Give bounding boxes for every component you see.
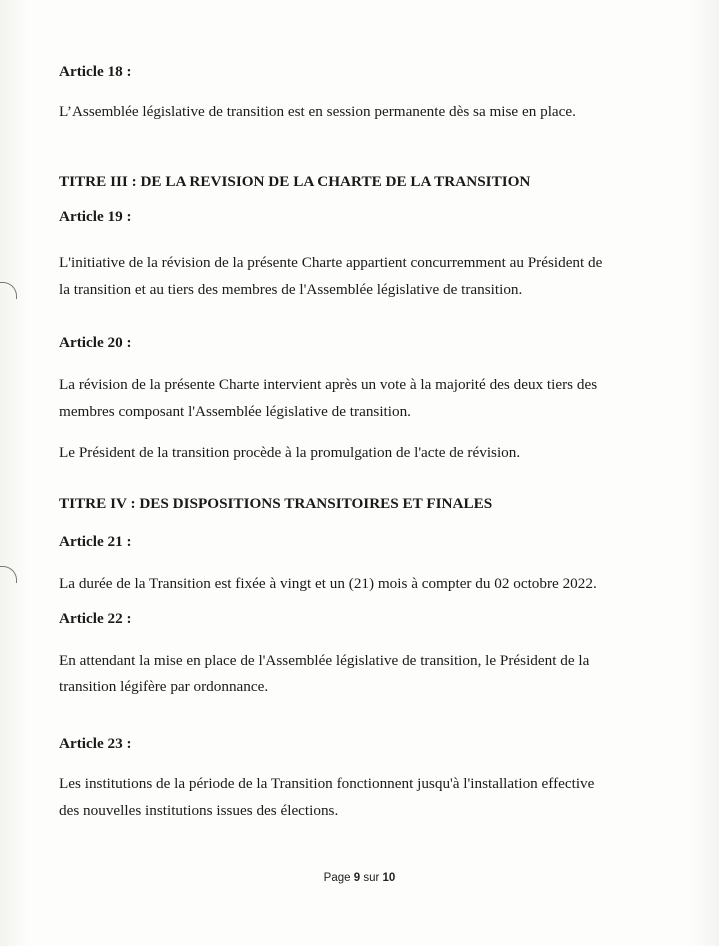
article-19-text-line: la transition et au tiers des membres de l'Assemblée législative de transition. [59,281,523,298]
article-22-text-line: En attendant la mise en place de l'Assemblée législative de transition, le Président de la [59,652,590,669]
article-22-heading: Article 22 : [59,610,132,627]
article-19-text-line: L'initiative de la révision de la présente Charte appartient concurremment au Président de [59,254,603,271]
punch-hole-mark [0,282,17,299]
article-22-text-line: transition légifère par ordonnance. [59,678,269,695]
article-21-text-line: La durée de la Transition est fixée à vingt et un (21) mois à compter du 02 octobre 2022. [59,575,597,592]
titre-iv-heading: TITRE IV : DES DISPOSITIONS TRANSITOIRES ET FINALES [59,495,493,512]
article-20-heading: Article 20 : [59,334,132,351]
article-18-text-line: L’Assemblée législative de transition est en session permanente dès sa mise en place. [59,103,576,120]
total-page-number: 10 [382,872,396,884]
article-20-text-line: La révision de la présente Charte intervient après un vote à la majorité des deux tiers des [59,376,598,393]
article-20-text-line: Le Président de la transition procède à la promulgation de l'acte de révision. [59,444,521,461]
article-21-heading: Article 21 : [59,533,132,550]
article-20-text-line: membres composant l'Assemblée législative de transition. [59,403,411,420]
article-19-heading: Article 19 : [59,208,132,225]
page-separator: sur [363,872,380,884]
current-page-number: 9 [353,872,361,884]
titre-iii-heading: TITRE III : DE LA REVISION DE LA CHARTE DE LA TRANSITION [59,173,531,190]
article-23-text-line: Les institutions de la période de la Transition fonctionnent jusqu'à l'installation effective [59,775,595,792]
article-23-heading: Article 23 : [59,735,132,752]
article-23-text-line: des nouvelles institutions issues des élections. [59,802,339,819]
page-label: Page [323,872,351,884]
page-footer [0,872,719,884]
article-18-heading: Article 18 : [59,63,132,80]
punch-hole-mark [0,566,17,583]
